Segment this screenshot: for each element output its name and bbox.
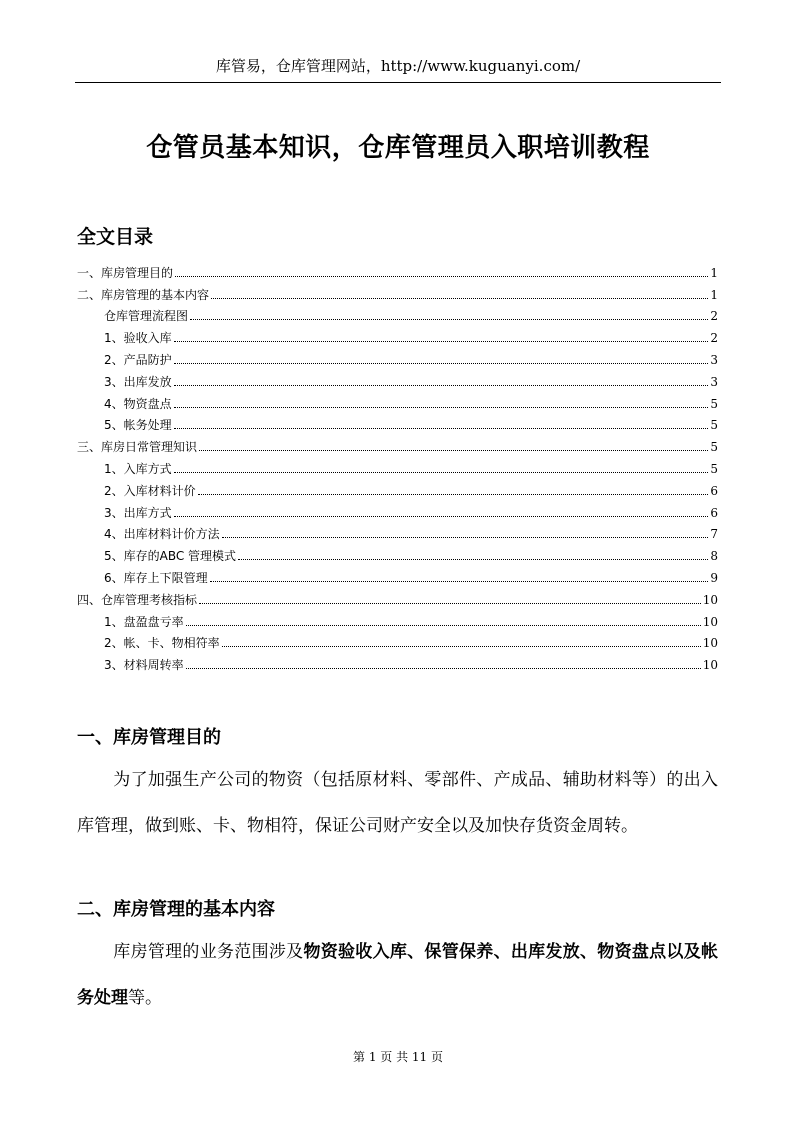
page-header: 库管易，仓库管理网站，http://www.kuguanyi.com/ (215, 57, 581, 75)
toc-entry-text: 6、库存上下限管理 (104, 570, 208, 585)
toc-entry[interactable] (77, 630, 718, 652)
toc-page-number: 2 (710, 309, 718, 324)
toc-leader-dots (190, 319, 708, 320)
toc-leader-dots (222, 537, 709, 538)
section-heading-1: 一、库房管理目的 (77, 727, 221, 748)
section-2-body-bold: 物资验收入库、保管保养、出库发放、物资盘点以及帐务处理 (77, 942, 719, 1008)
toc-entry[interactable] (77, 303, 718, 325)
toc-page-number: 7 (710, 527, 718, 542)
toc-entry[interactable] (77, 390, 718, 412)
toc-entry[interactable] (77, 455, 718, 477)
toc-page-number: 10 (702, 658, 718, 673)
toc-entry-text: 一、库房管理目的 (77, 265, 174, 280)
section-1-body: 为了加强生产公司的物资（包括原材料、零部件、产成品、辅助材料等）的出入库管理，做到账、卡、物相符，保证公司财产安全以及加快存货资金周转。 (77, 770, 718, 836)
toc-entry-text: 3、出库发放 (104, 374, 172, 389)
document-title: 仓管员基本知识，仓库管理员入职培训教程 (146, 133, 650, 163)
toc-entry[interactable] (77, 651, 718, 673)
toc-leader-dots (222, 646, 701, 647)
section-heading-2: 二、库房管理的基本内容 (77, 899, 275, 920)
toc-entry[interactable] (77, 433, 718, 455)
toc-page-number: 5 (710, 461, 718, 476)
toc-page-number: 5 (710, 396, 718, 411)
section-2-body-prefix: 库房管理的业务范围涉及 (113, 942, 304, 962)
toc-entry[interactable] (77, 281, 718, 303)
toc-entry[interactable] (77, 324, 718, 346)
section-2-paragraph (77, 929, 718, 1021)
toc-entry[interactable] (77, 542, 718, 564)
toc-entry-text: 4、出库材料计价方法 (104, 527, 220, 542)
toc-entry-text: 二、库房管理的基本内容 (77, 287, 210, 302)
toc-leader-dots (198, 494, 709, 495)
toc-entry[interactable] (77, 521, 718, 543)
toc-entry-text: 2、产品防护 (104, 352, 172, 367)
toc-leader-dots (210, 581, 709, 582)
toc-entry[interactable] (77, 586, 718, 608)
toc-leader-dots (199, 603, 701, 604)
toc-entry[interactable] (77, 346, 718, 368)
header-divider (75, 82, 721, 83)
toc-entry[interactable] (77, 564, 718, 586)
table-of-contents (77, 259, 718, 673)
toc-entry-text: 1、入库方式 (104, 461, 172, 476)
section-2-body-suffix: 等。 (128, 988, 162, 1008)
section-1-paragraph (77, 757, 718, 849)
toc-page-number: 10 (702, 592, 718, 607)
page-footer: 第 1 页 共 11 页 (353, 1050, 443, 1064)
toc-entry-text: 3、材料周转率 (104, 658, 184, 673)
toc-entry-text: 2、入库材料计价 (104, 483, 196, 498)
toc-page-number: 6 (710, 483, 718, 498)
toc-entry-text: 5、库存的ABC 管理模式 (104, 549, 237, 564)
toc-entry-text: 四、仓库管理考核指标 (77, 592, 198, 607)
toc-entry[interactable] (77, 368, 718, 390)
toc-page-number: 1 (710, 287, 718, 302)
toc-entry[interactable] (77, 499, 718, 521)
toc-leader-dots (238, 559, 708, 560)
toc-page-number: 5 (710, 440, 718, 455)
toc-leader-dots (186, 668, 701, 669)
toc-entry[interactable] (77, 259, 718, 281)
toc-leader-dots (174, 407, 709, 408)
toc-entry-text: 1、验收入库 (104, 331, 172, 346)
toc-entry[interactable] (77, 477, 718, 499)
toc-heading: 全文目录 (77, 226, 154, 248)
toc-leader-dots (174, 341, 709, 342)
toc-leader-dots (211, 298, 708, 299)
toc-leader-dots (174, 363, 709, 364)
toc-page-number: 9 (710, 570, 718, 585)
toc-leader-dots (199, 450, 708, 451)
toc-leader-dots (174, 385, 709, 386)
toc-entry-text: 2、帐、卡、物相符率 (104, 636, 220, 651)
toc-page-number: 5 (710, 418, 718, 433)
toc-entry-text: 5、帐务处理 (104, 418, 172, 433)
toc-page-number: 3 (710, 352, 718, 367)
toc-leader-dots (174, 428, 709, 429)
toc-entry-text: 仓库管理流程图 (104, 309, 189, 324)
toc-entry-text: 3、出库方式 (104, 505, 172, 520)
toc-page-number: 10 (702, 636, 718, 651)
toc-leader-dots (174, 472, 709, 473)
toc-page-number: 6 (710, 505, 718, 520)
toc-entry-text: 三、库房日常管理知识 (77, 440, 198, 455)
toc-entry[interactable] (77, 412, 718, 434)
toc-entry-text: 1、盘盈盘亏率 (104, 614, 184, 629)
toc-entry-text: 4、物资盘点 (104, 396, 172, 411)
toc-entry[interactable] (77, 608, 718, 630)
toc-page-number: 1 (710, 265, 718, 280)
toc-page-number: 10 (702, 614, 718, 629)
toc-page-number: 8 (710, 549, 718, 564)
toc-leader-dots (186, 625, 701, 626)
toc-leader-dots (174, 516, 709, 517)
toc-page-number: 2 (710, 331, 718, 346)
toc-page-number: 3 (710, 374, 718, 389)
toc-leader-dots (175, 276, 708, 277)
